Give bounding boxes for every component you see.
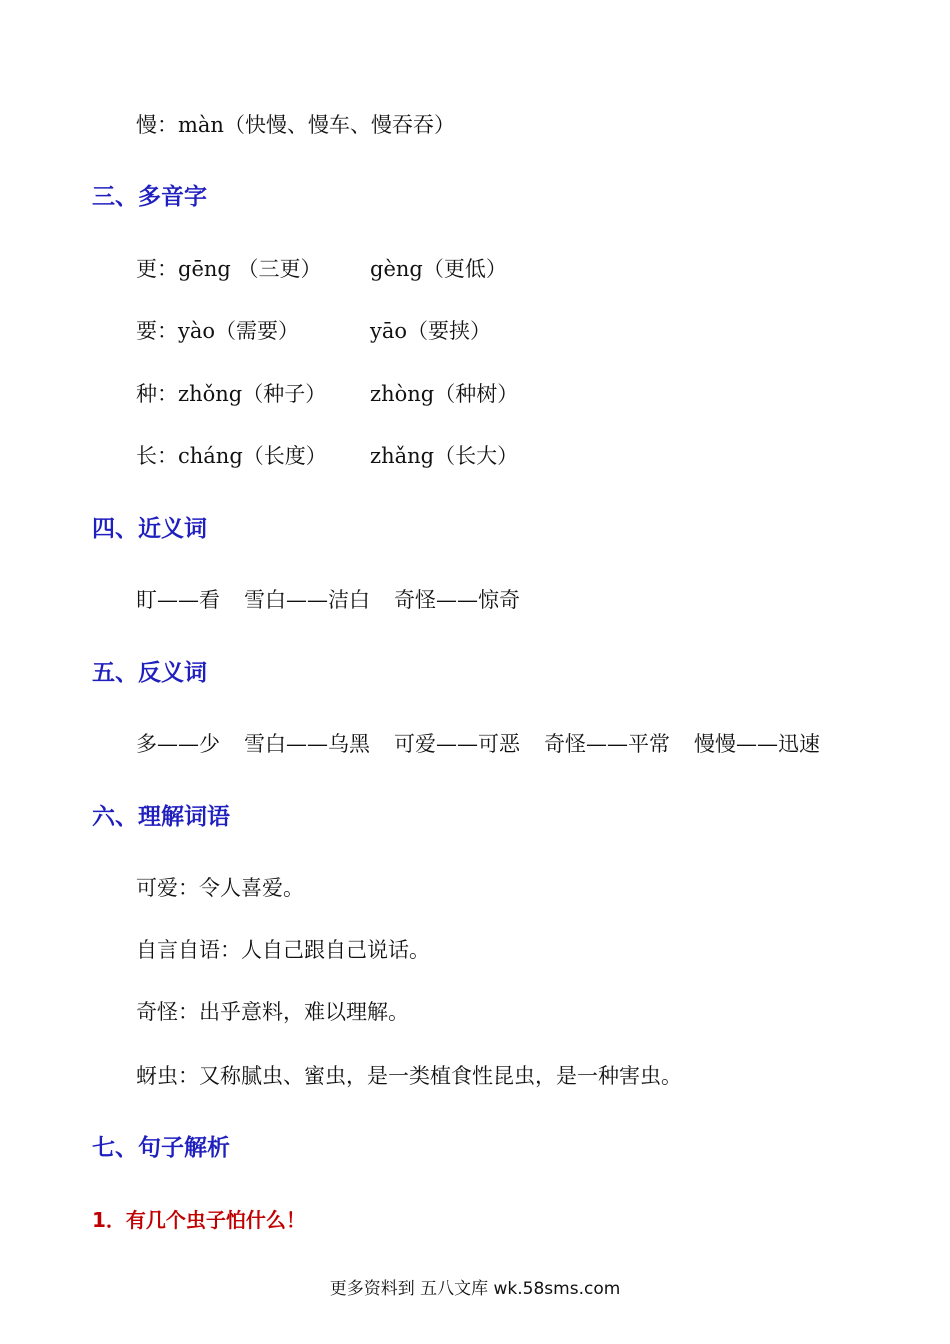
vocab-item: 可爱：令人喜爱。: [136, 876, 304, 900]
antonym-pair: 多——少: [136, 732, 220, 756]
polyphone-reading-1: 要：yào（需要）: [136, 319, 300, 343]
antonym-pair: 慢慢——迅速: [694, 732, 820, 756]
antonym-pair: 雪白——乌黑: [244, 732, 370, 756]
polyphone-reading-2: zhòng（种树）: [370, 382, 519, 406]
section-title-antonyms: 五、反义词: [92, 660, 207, 686]
text-line-man: 慢：màn（快慢、慢车、慢吞吞）: [136, 113, 455, 137]
synonym-pair: 奇怪——惊奇: [394, 588, 520, 612]
polyphone-reading-2: zhǎng（长大）: [370, 444, 519, 468]
vocab-item: 蚜虫：又称腻虫、蜜虫，是一类植食性昆虫，是一种害虫。: [136, 1064, 682, 1088]
antonym-list: [136, 730, 820, 758]
antonym-pair: 可爱——可恶: [394, 732, 520, 756]
page-footer: 更多资料到 五八文库 wk.58sms.com: [329, 1279, 621, 1299]
antonym-pair: 奇怪——平常: [544, 732, 670, 756]
polyphone-reading-1: 更：gēng （三更）: [136, 257, 322, 281]
sentence-item-1: 1．有几个虫子怕什么！: [92, 1208, 306, 1232]
polyphone-reading-2: yāo（要挟）: [370, 319, 492, 343]
section-title-synonyms: 四、近义词: [92, 516, 207, 542]
section-title-polyphone: 三、多音字: [92, 184, 207, 210]
synonym-pair: 雪白——洁白: [244, 588, 370, 612]
polyphone-reading-1: 种：zhǒng（种子）: [136, 382, 327, 406]
polyphone-reading-1: 长：cháng（长度）: [136, 444, 327, 468]
section-title-sentences: 七、句子解析: [92, 1135, 230, 1161]
polyphone-reading-2: gèng（更低）: [370, 257, 507, 281]
section-title-vocab: 六、理解词语: [92, 804, 230, 830]
vocab-item: 奇怪：出乎意料，难以理解。: [136, 1000, 409, 1024]
vocab-item: 自言自语：人自己跟自己说话。: [136, 938, 430, 962]
synonym-list: [136, 586, 544, 614]
synonym-pair: 盯——看: [136, 588, 220, 612]
